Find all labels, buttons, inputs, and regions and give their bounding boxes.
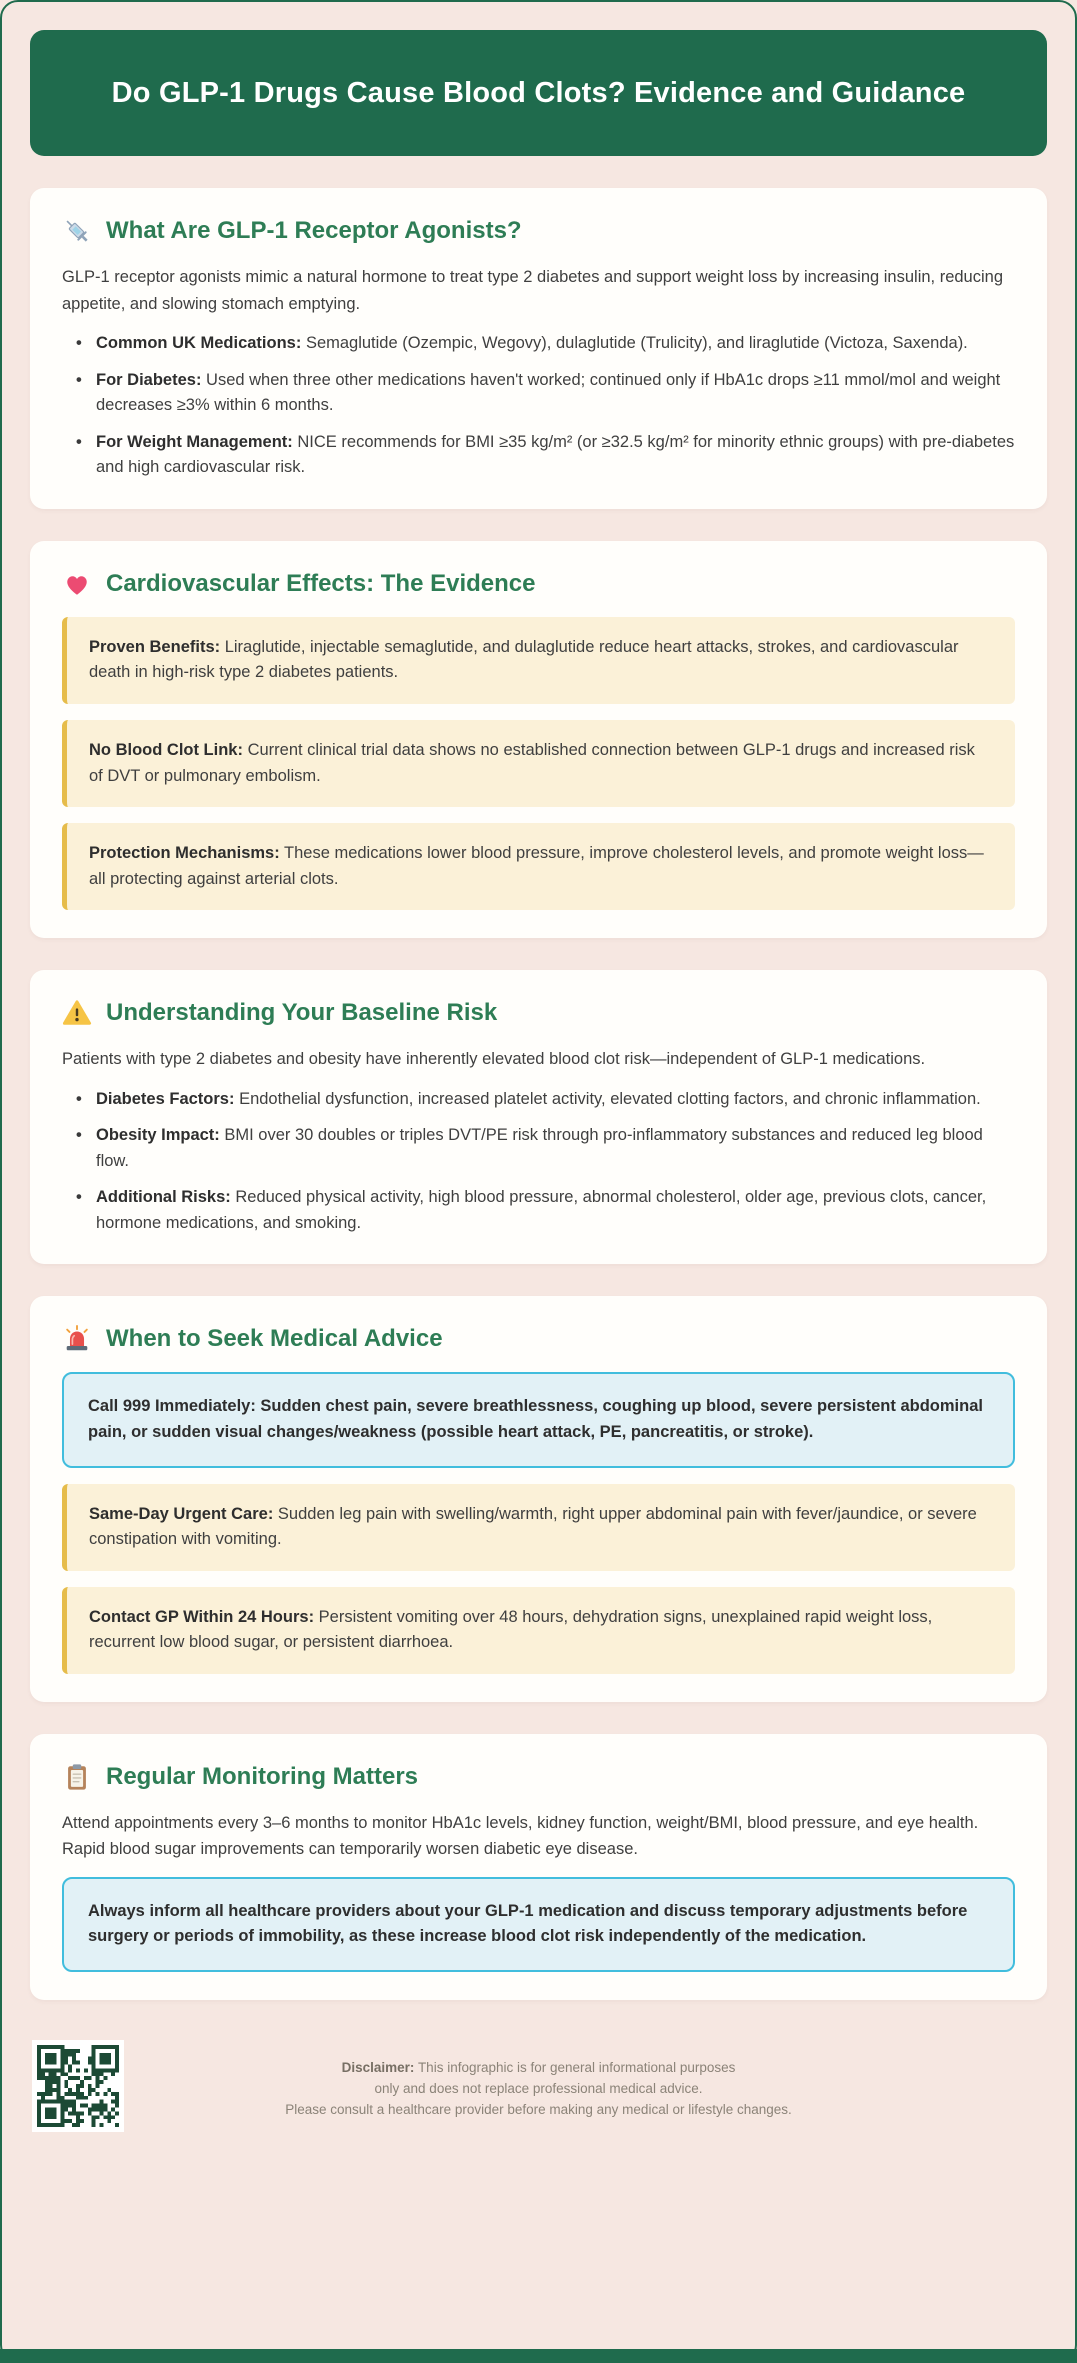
box-label: Call 999 Immediately: xyxy=(88,1397,256,1416)
bullet-list xyxy=(62,331,1015,481)
list-item xyxy=(74,430,1015,481)
section-title-text: Understanding Your Baseline Risk xyxy=(106,999,498,1027)
box-text: Liraglutide, injectable semaglutide, and dulaglutide reduce heart attacks, strokes, and cardiovascular death in high-risk type 2 diabetes patients. xyxy=(89,637,959,682)
list-item xyxy=(74,368,1015,419)
section-heading xyxy=(62,216,1015,246)
highlight-box xyxy=(62,617,1015,704)
bullet-text: Reduced physical activity, high blood pressure, abnormal cholesterol, older age, previous clots, cancer, hormone medications, and smoking. xyxy=(96,1188,987,1232)
box-label: Contact GP Within 24 Hours: xyxy=(89,1607,315,1626)
bullet-list xyxy=(62,1087,1015,1237)
callout-text: Always inform all healthcare providers about your GLP-1 medication and discuss temporary adjustments before surgery or periods of immobility, as these increase blood clot risk independently of the medication. xyxy=(88,1901,968,1946)
highlight-box xyxy=(62,823,1015,910)
section-intro: Patients with type 2 diabetes and obesity have inherently elevated blood clot risk—independent of GLP-1 medications. xyxy=(62,1050,926,1069)
list-item xyxy=(74,1087,1015,1113)
footer-accent-bar xyxy=(0,2349,1077,2363)
section-baseline-risk xyxy=(30,970,1047,1264)
box-label: No Blood Clot Link: xyxy=(89,740,243,759)
page-title: Do GLP-1 Drugs Cause Blood Clots? Evidence and Guidance xyxy=(111,77,966,109)
callout-box xyxy=(62,1877,1015,1972)
list-item xyxy=(74,1185,1015,1236)
highlight-box xyxy=(62,1484,1015,1571)
disclaimer-line-2: Please consult a healthcare provider before making any medical or lifestyle changes. xyxy=(285,2101,792,2117)
disclaimer xyxy=(259,2048,819,2121)
box-label: Same-Day Urgent Care: xyxy=(89,1504,274,1523)
bullet-label: For Diabetes: xyxy=(96,370,202,389)
box-text: Current clinical trial data shows no established connection between GLP-1 drugs and increased risk of DVT or pulmonary embolism. xyxy=(89,740,975,785)
box-label: Proven Benefits: xyxy=(89,637,221,656)
bullet-label: For Weight Management: xyxy=(96,432,293,451)
disclaimer-label: Disclaimer: xyxy=(341,2059,415,2075)
section-intro: Attend appointments every 3–6 months to monitor HbA1c levels, kidney function, weight/BMI, blood pressure, and eye health. Rapid blood sugar improvements can temporarily worsen diabetic eye disease. xyxy=(62,1813,979,1859)
bullet-label: Diabetes Factors: xyxy=(96,1089,235,1108)
warning-icon xyxy=(62,998,92,1028)
highlight-box xyxy=(62,1587,1015,1674)
section-title-text: Cardiovascular Effects: The Evidence xyxy=(106,569,536,597)
section-heading xyxy=(62,1762,1015,1792)
section-intro: GLP-1 receptor agonists mimic a natural hormone to treat type 2 diabetes and support weight loss by increasing insulin, reducing appetite, and slowing stomach emptying. xyxy=(62,268,1004,313)
section-heading xyxy=(62,1324,1015,1354)
header-banner xyxy=(30,30,1047,156)
box-text: Sudden chest pain, severe breathlessness, coughing up blood, severe persistent abdominal pain, or sudden visual changes/weakness (possible heart attack, PE, pancreatitis, or stroke). xyxy=(88,1397,983,1441)
highlight-box xyxy=(62,720,1015,807)
box-text: Persistent vomiting over 48 hours, dehydration signs, unexplained rapid weight loss, recurrent low blood sugar, or persistent diarrhoea. xyxy=(89,1607,933,1652)
heart-icon xyxy=(62,569,92,599)
disclaimer-text: This infographic is for general informational purposes only and does not replace professional medical advice. xyxy=(374,2059,736,2096)
section-cardiovascular-effects xyxy=(30,541,1047,938)
siren-icon xyxy=(62,1324,92,1354)
section-title-text: When to Seek Medical Advice xyxy=(106,1325,443,1353)
section-heading xyxy=(62,998,1015,1028)
bullet-label: Additional Risks: xyxy=(96,1188,231,1207)
list-item xyxy=(74,1123,1015,1174)
disclaimer-line-1 xyxy=(329,2058,749,2100)
bullet-text: BMI over 30 doubles or triples DVT/PE risk through pro-inflammatory substances and reduced leg blood flow. xyxy=(96,1126,983,1170)
emergency-box xyxy=(62,1372,1015,1467)
bullet-text: Endothelial dysfunction, increased platelet activity, elevated clotting factors, and chronic inflammation. xyxy=(239,1089,981,1108)
qr-code xyxy=(32,2040,124,2132)
bullet-label: Common UK Medications: xyxy=(96,334,302,353)
clipboard-icon xyxy=(62,1762,92,1792)
syringe-icon xyxy=(62,216,92,246)
list-item xyxy=(74,331,1015,357)
section-regular-monitoring xyxy=(30,1734,1047,2000)
bullet-label: Obesity Impact: xyxy=(96,1126,220,1145)
box-text: These medications lower blood pressure, improve cholesterol levels, and promote weight loss—all protecting against arterial clots. xyxy=(89,844,984,888)
section-what-are-glp1 xyxy=(30,188,1047,509)
bullet-text: Used when three other medications haven't worked; continued only if HbA1c drops ≥11 mmol/mol and weight decreases ≥3% within 6 months. xyxy=(96,370,1001,415)
section-title-text: What Are GLP-1 Receptor Agonists? xyxy=(106,217,522,245)
bullet-text: NICE recommends for BMI ≥35 kg/m² (or ≥32.5 kg/m² for minority ethnic groups) with pre-diabetes and high cardiovascular risk. xyxy=(96,432,1015,477)
box-label: Protection Mechanisms: xyxy=(89,844,280,863)
section-seek-medical-advice xyxy=(30,1296,1047,1701)
section-heading xyxy=(62,569,1015,599)
footer xyxy=(30,2032,1047,2188)
section-title-text: Regular Monitoring Matters xyxy=(106,1762,419,1790)
bullet-text: Semaglutide (Ozempic, Wegovy), dulaglutide (Trulicity), and liraglutide (Victoza, Saxenda). xyxy=(305,334,968,353)
box-text: Sudden leg pain with swelling/warmth, right upper abdominal pain with fever/jaundice, or severe constipation with vomiting. xyxy=(89,1504,977,1549)
